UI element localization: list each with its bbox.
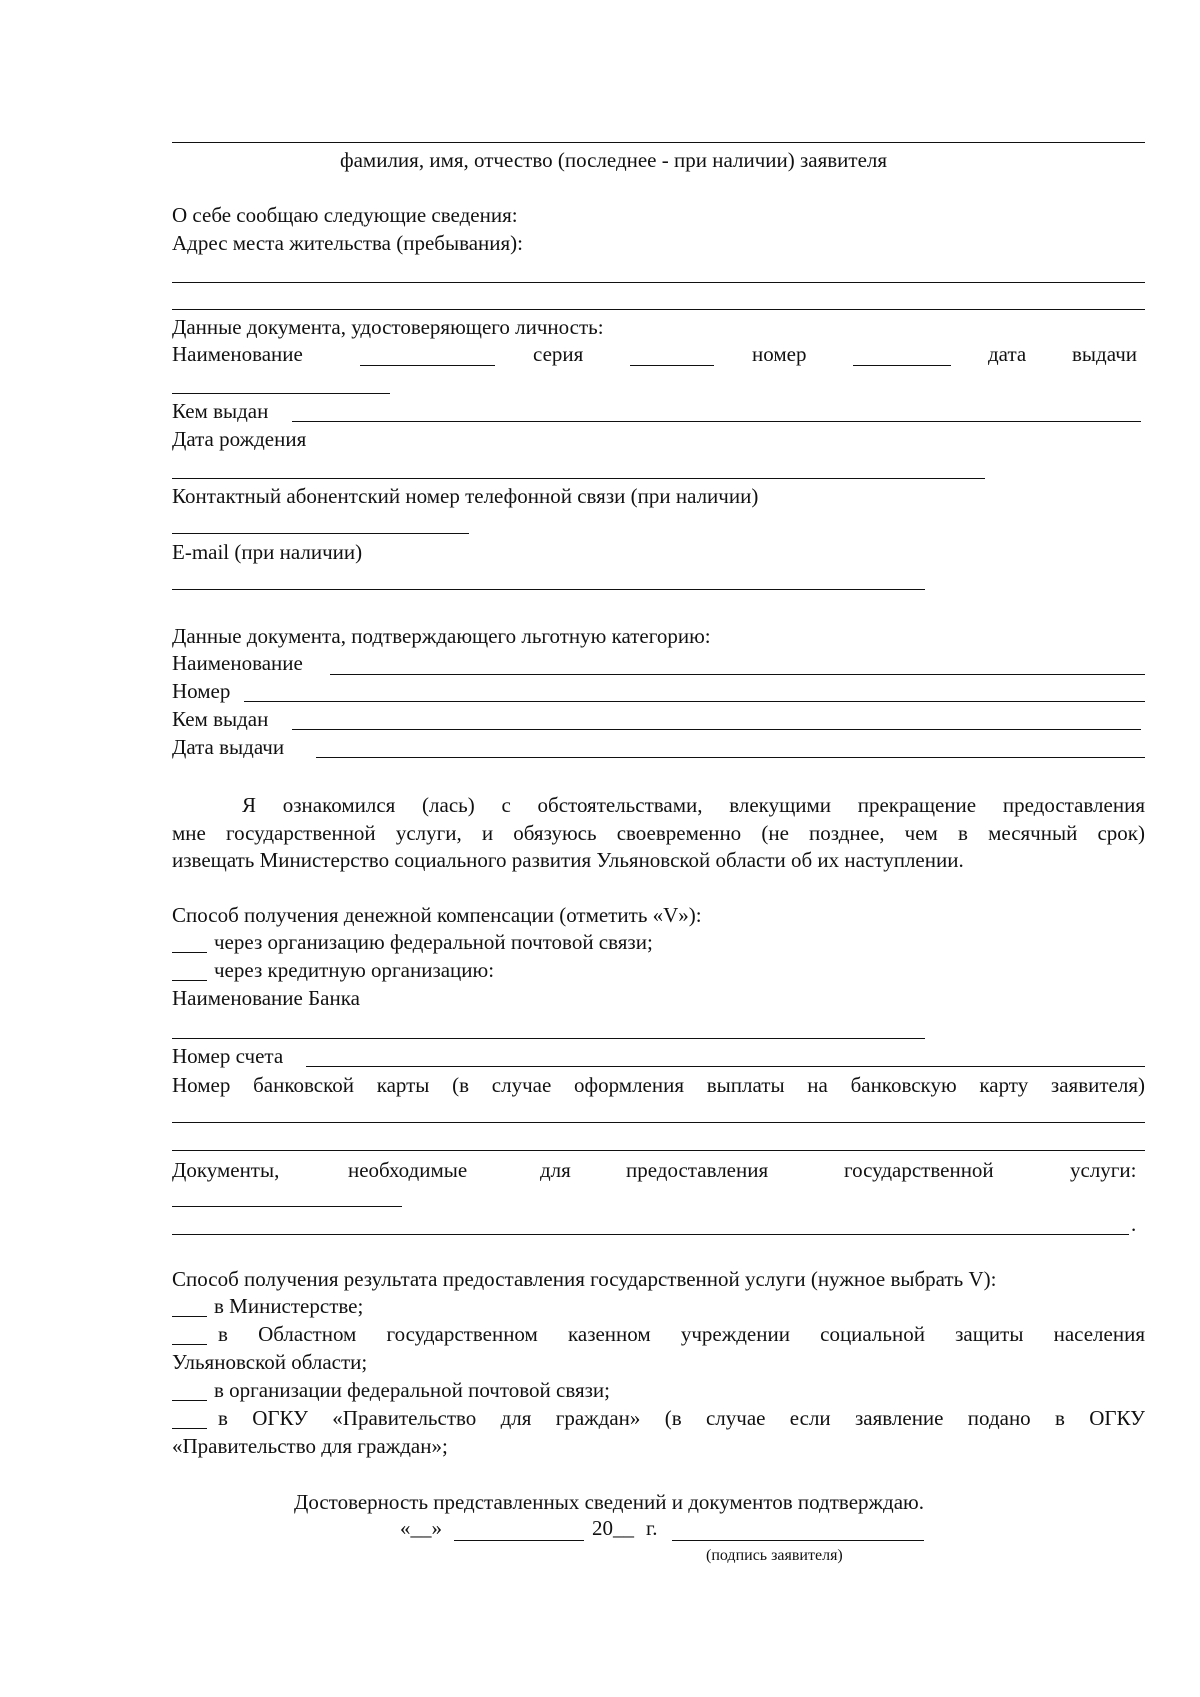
phone-label: Контактный абонентский номер телефонной связи (при наличии) — [172, 484, 759, 508]
bank-name-field[interactable] — [172, 1038, 925, 1039]
identity-doc-date-label-2: выдачи — [1072, 342, 1137, 366]
result-ministry-option: в Министерстве; — [214, 1294, 364, 1318]
intro-text: О себе сообщаю следующие сведения: — [172, 203, 518, 227]
result-post-checkbox[interactable] — [172, 1400, 207, 1401]
identity-doc-number-label: номер — [752, 342, 807, 366]
ack-line-2: мне государственной услуги, и обязуюсь своевременно (не позднее, чем в месячный срок) — [172, 821, 1145, 845]
documents-word-4: предоставления — [626, 1158, 769, 1182]
payment-post-checkbox[interactable] — [172, 952, 207, 953]
result-ogku-checkbox[interactable] — [172, 1344, 207, 1345]
documents-word-2: необходимые — [348, 1158, 468, 1182]
documents-word-1: Документы, — [172, 1158, 280, 1182]
result-gov-option-2: «Правительство для граждан»; — [172, 1434, 448, 1458]
documents-field-1[interactable] — [172, 1206, 402, 1207]
documents-word-3: для — [540, 1158, 571, 1182]
documents-field-2[interactable] — [172, 1234, 1129, 1235]
fio-line[interactable] — [172, 142, 1145, 143]
benefit-doc-heading: Данные документа, подтверждающего льготную категорию: — [172, 624, 711, 648]
address-line-2[interactable] — [172, 309, 1145, 310]
identity-doc-heading: Данные документа, удостоверяющего личность: — [172, 315, 604, 339]
benefit-doc-number-label: Номер — [172, 679, 231, 703]
result-gov-option-1: в ОГКУ «Правительство для граждан» (в случае если заявление подано в ОГКУ — [218, 1406, 1145, 1430]
date-month-field[interactable] — [454, 1540, 584, 1541]
email-field[interactable] — [172, 589, 925, 590]
benefit-doc-name-field[interactable] — [330, 674, 1145, 675]
identity-doc-name-field[interactable] — [360, 365, 495, 366]
identity-doc-series-field[interactable] — [630, 365, 714, 366]
benefit-doc-date-field[interactable] — [316, 757, 1145, 758]
issued-by-label: Кем выдан — [172, 399, 269, 423]
benefit-doc-date-label: Дата выдачи — [172, 735, 285, 759]
payment-heading: Способ получения денежной компенсации (отметить «V»): — [172, 903, 702, 927]
documents-word-6: услуги: — [1070, 1158, 1137, 1182]
confirmation-text: Достоверность представленных сведений и документов подтверждаю. — [294, 1490, 924, 1514]
identity-doc-number-field[interactable] — [853, 365, 951, 366]
card-label: Номер банковской карты (в случае оформления выплаты на банковскую карту заявителя) — [172, 1073, 1145, 1097]
account-field[interactable] — [306, 1066, 1145, 1067]
phone-field[interactable] — [172, 533, 469, 534]
payment-bank-option: через кредитную организацию: — [214, 958, 495, 982]
identity-doc-date-field[interactable] — [172, 393, 390, 394]
result-ministry-checkbox[interactable] — [172, 1316, 207, 1317]
date-year[interactable]: 20__ — [592, 1516, 634, 1540]
ack-line-3: извещать Министерство социального развития Ульяновской области об их наступлении. — [172, 848, 964, 872]
date-year-suffix: г. — [646, 1516, 658, 1540]
card-field-1[interactable] — [172, 1122, 1145, 1123]
signature-caption: (подпись заявителя) — [706, 1547, 843, 1564]
account-label: Номер счета — [172, 1044, 284, 1068]
identity-doc-name-label: Наименование — [172, 342, 303, 366]
birth-date-field[interactable] — [172, 478, 985, 479]
identity-doc-series-label: серия — [533, 342, 584, 366]
card-field-2[interactable] — [172, 1150, 1145, 1151]
fio-caption: фамилия, имя, отчество (последнее - при наличии) заявителя — [340, 148, 888, 172]
address-line-1[interactable] — [172, 282, 1145, 283]
email-label: E-mail (при наличии) — [172, 540, 363, 564]
result-ogku-option-1: в Областном государственном казенном учреждении социальной защиты населения — [218, 1322, 1145, 1346]
result-ogku-option-2: Ульяновской области; — [172, 1350, 368, 1374]
identity-doc-date-label: дата — [988, 342, 1027, 366]
result-heading: Способ получения результата предоставления государственной услуги (нужное выбрать V): — [172, 1267, 997, 1291]
signature-field[interactable] — [672, 1540, 924, 1541]
benefit-doc-number-field[interactable] — [244, 701, 1145, 702]
documents-word-5: государственной — [844, 1158, 994, 1182]
address-label: Адрес места жительства (пребывания): — [172, 231, 524, 255]
benefit-doc-issued-by-field[interactable] — [292, 729, 1141, 730]
documents-end-mark: . — [1131, 1212, 1137, 1236]
bank-name-label: Наименование Банка — [172, 986, 360, 1010]
payment-post-option: через организацию федеральной почтовой связи; — [214, 930, 653, 954]
benefit-doc-issued-by-label: Кем выдан — [172, 707, 269, 731]
date-day[interactable]: «__» — [400, 1516, 442, 1540]
result-post-option: в организации федеральной почтовой связи; — [214, 1378, 611, 1402]
payment-bank-checkbox[interactable] — [172, 980, 207, 981]
benefit-doc-name-label: Наименование — [172, 651, 303, 675]
birth-date-label: Дата рождения — [172, 427, 307, 451]
ack-line-1: Я ознакомился (лась) с обстоятельствами, влекущими прекращение предоставления — [242, 793, 1145, 817]
issued-by-field[interactable] — [292, 421, 1141, 422]
result-gov-checkbox[interactable] — [172, 1428, 207, 1429]
